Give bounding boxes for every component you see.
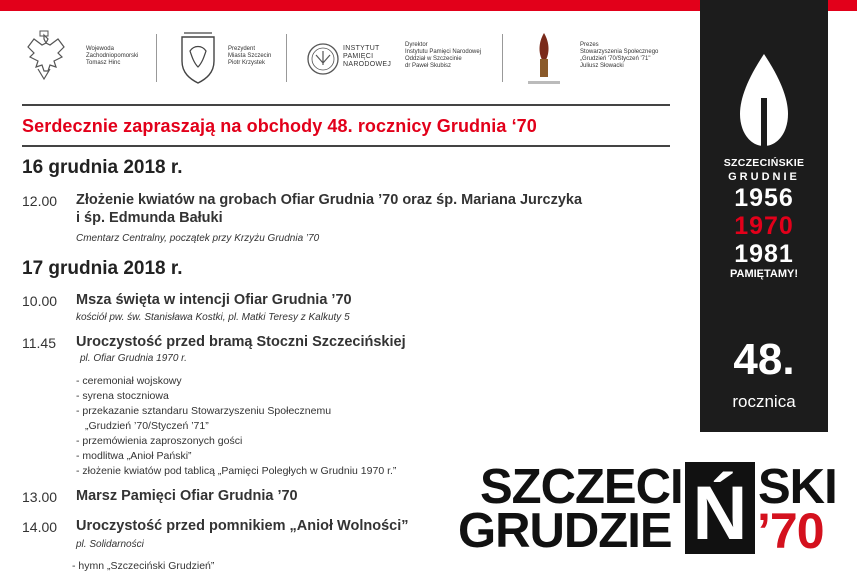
event-title: Msza święta w intencji Ofiar Grudnia ’70 xyxy=(76,292,352,308)
logo-row2-left: GRUDZIE xyxy=(458,504,672,558)
year-1956: 1956 xyxy=(734,184,794,212)
headline: Serdecznie zapraszają na obchody 48. rocznicy Grudnia ‘70 xyxy=(22,116,537,136)
list-item: - modlitwa „Anioł Pański” xyxy=(76,450,192,462)
event-title: Uroczystość przed pomnikiem „Anioł Wolności” xyxy=(76,518,409,534)
panel-line1: SZCZECIŃSKIE xyxy=(723,157,805,169)
event-time: 11.45 xyxy=(22,335,56,351)
panel-slogan: PAMIĘTAMY! xyxy=(729,268,799,280)
event-title: Uroczystość przed bramą Stoczni Szczecińskiej xyxy=(76,334,406,350)
anniversary-number: 48. xyxy=(733,335,795,384)
candle-flame-icon xyxy=(736,52,792,148)
logo-n-box xyxy=(685,462,755,554)
list-item: „Grudzień ’70/Styczeń ’71” xyxy=(85,420,209,432)
logo-row1-right: SKI xyxy=(758,460,837,514)
association-text: Prezes Stowarzyszenia Społecznego „Grudzień '70/Styczeń '71" Juliusz Słowacki xyxy=(580,42,659,69)
anniversary-label: rocznica xyxy=(732,392,796,411)
event-time: 12.00 xyxy=(22,193,58,209)
polish-eagle-emblem-icon xyxy=(22,28,66,90)
list-item: - ceremoniał wojskowy xyxy=(76,375,182,387)
mayor-text: Prezydent Miasta Szczecin Piotr Krzystek xyxy=(228,46,272,66)
top-rule xyxy=(22,104,670,106)
divider xyxy=(286,34,287,82)
year-1970: 1970 xyxy=(734,212,794,240)
event-time: 14.00 xyxy=(22,519,58,535)
event-place: kościół pw. św. Stanisława Kostki, pl. Matki Teresy z Kalkuty 5 xyxy=(76,312,350,323)
divider xyxy=(156,34,157,82)
bottom-rule xyxy=(22,145,670,147)
list-item: - złożenie kwiatów pod tablicą „Pamięci Poległych w Grudniu 1970 r.” xyxy=(76,465,397,477)
event-place: pl. Ofiar Grudnia 1970 r. xyxy=(80,353,187,364)
association-cross-logo-icon xyxy=(524,28,564,90)
event-place: pl. Solidarności xyxy=(76,539,144,550)
ipn-eagle-logo-icon xyxy=(304,28,342,90)
divider xyxy=(502,34,503,82)
ipn-director-text: Dyrektor Instytutu Pamięci Narodowej Oddział w Szczecinie dr Paweł Skubisz xyxy=(405,42,482,69)
event-title: Marsz Pamięci Ofiar Grudnia ’70 xyxy=(76,488,298,504)
voivode-text: Wojewoda Zachodniopomorski Tomasz Hinc xyxy=(86,46,139,66)
szczecin-coat-of-arms-icon xyxy=(176,28,220,90)
list-item: - syrena stoczniowa xyxy=(76,390,169,402)
day-1-date: 16 grudnia 2018 r. xyxy=(22,157,183,178)
list-item: - przekazanie sztandaru Stowarzyszeniu Społecznemu xyxy=(76,405,332,417)
event-time: 13.00 xyxy=(22,489,58,505)
list-item: - przemówienia zaproszonych gości xyxy=(76,435,243,447)
logo-row1-left: SZCZECI xyxy=(480,460,683,514)
logo-year: ’70 xyxy=(757,503,824,559)
event-place: Cmentarz Centralny, początek przy Krzyżu Grudnia ’70 xyxy=(76,233,320,244)
event-time: 10.00 xyxy=(22,293,58,309)
panel-line2: GRUDNIE xyxy=(728,171,800,183)
list-item: - hymn „Szczeciński Grudzień” xyxy=(72,560,215,572)
ipn-name: INSTYTUT PAMIĘCI NARODOWEJ xyxy=(343,45,392,68)
logo-box-letter: Ń xyxy=(692,471,748,556)
sponsor-header xyxy=(22,28,682,92)
anniversary-panel xyxy=(700,0,828,432)
year-1981: 1981 xyxy=(734,240,794,268)
day-2-date: 17 grudnia 2018 r. xyxy=(22,258,183,279)
monument-program-list xyxy=(72,559,214,572)
ceremony-program-list xyxy=(76,374,396,479)
event-title: Złożenie kwiatów na grobach Ofiar Grudnia ’70 oraz śp. Mariana Jurczyka i śp. Edmunda Bałuki xyxy=(76,192,583,226)
